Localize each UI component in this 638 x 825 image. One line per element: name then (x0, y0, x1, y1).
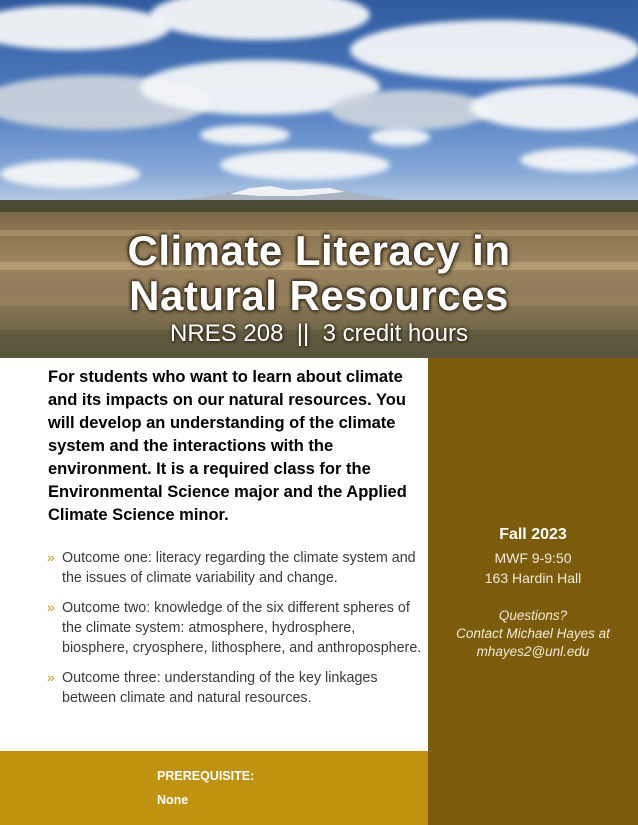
outcome-text: Outcome two: knowledge of the six different spheres of the climate system: atmosphere, hydrosphere, biosphere, cryosphere, lithosphere, and anthroposphere. (62, 600, 422, 656)
prerequisite-bar (0, 751, 428, 825)
course-description: For students who want to learn about climate and its impacts on our natural resources. You will develop an understanding of the climate system and the interactions with the environment. It is a required class for the Environmental Science major and the Applied Climate Science minor. (48, 368, 407, 524)
chevron-bullet-icon: » (47, 549, 55, 565)
outcome-item-2 (47, 598, 422, 658)
outcome-text: Outcome one: literacy regarding the climate system and the issues of climate variability and change. (62, 550, 416, 586)
chevron-bullet-icon: » (47, 669, 55, 685)
schedule-panel (428, 358, 638, 825)
schedule-details (428, 548, 638, 588)
chevron-bullet-icon: » (47, 599, 55, 615)
course-code-credits: NRES 208 || 3 credit hours (170, 320, 468, 347)
prerequisite-label: PREREQUISITE: (157, 769, 255, 783)
meeting-times: MWF 9-9:50 (494, 550, 572, 566)
course-title-line-2: Natural Resources (129, 272, 509, 319)
contact-info (428, 607, 638, 661)
contact-email[interactable]: mhayes2@unl.edu (476, 644, 590, 659)
questions-label: Questions? (498, 608, 568, 623)
outcomes-list (47, 548, 422, 718)
prerequisite-value: None (157, 793, 189, 807)
meeting-room: 163 Hardin Hall (484, 570, 582, 586)
hero-photo (0, 0, 638, 358)
outcome-item-1 (47, 548, 422, 588)
course-title-line-1: Climate Literacy in (127, 227, 511, 274)
outcome-text: Outcome three: understanding of the key linkages between climate and natural resources. (62, 670, 378, 706)
contact-name: Contact Michael Hayes at (456, 626, 610, 641)
outcome-item-3 (47, 668, 422, 708)
semester: Fall 2023 (499, 526, 567, 543)
